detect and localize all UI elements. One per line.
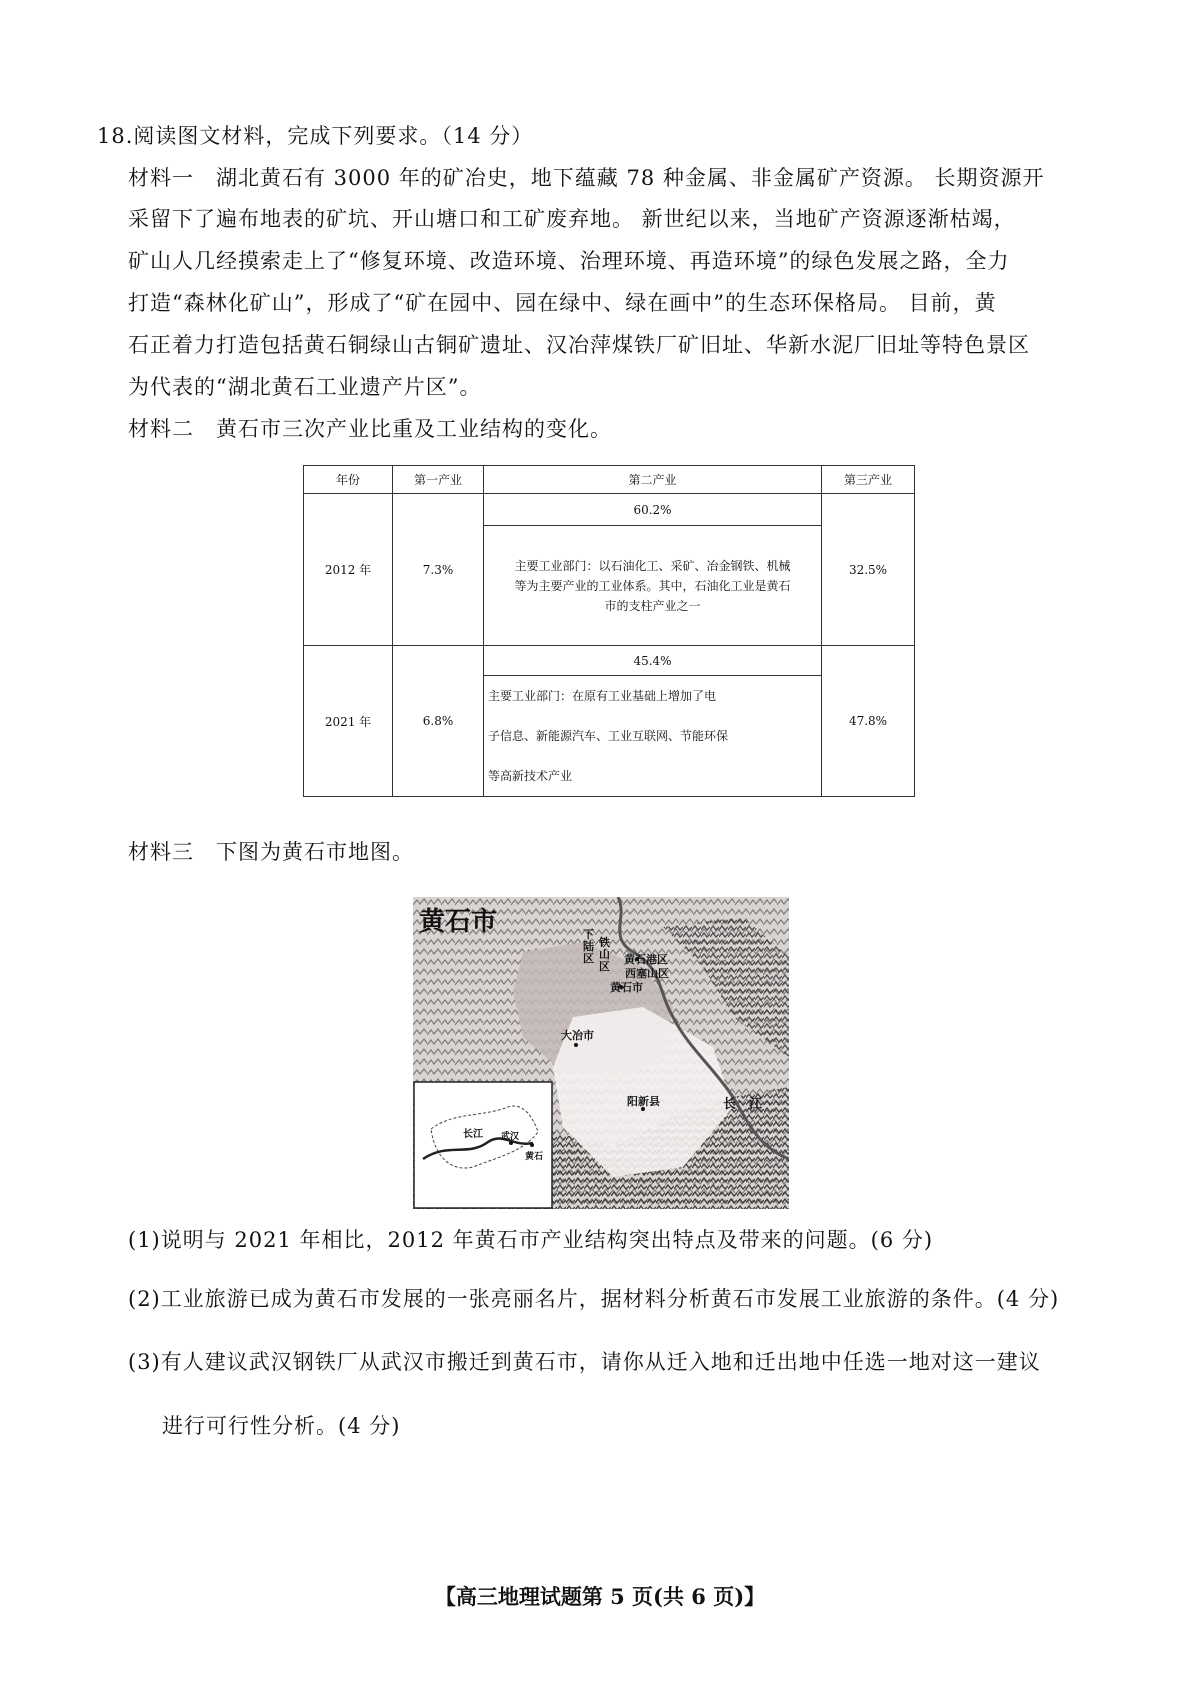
sub-question-1: (1)说明与 2021 年相比，2012 年黄石市产业结构突出特点及带来的问题。(6 分) bbox=[128, 1228, 934, 1252]
label-xisaishan: 西塞山区 bbox=[625, 967, 669, 980]
desc-line: 主要工业部门：以石油化工、采矿、冶金钢铁、机械 bbox=[514, 558, 791, 573]
label-tieshan: 铁山区 bbox=[599, 936, 610, 973]
label-changjiang: 长 江 bbox=[723, 1097, 763, 1112]
label-huangshigang: 黄石港区 bbox=[624, 953, 668, 966]
header-tertiary: 第三产业 bbox=[822, 466, 915, 494]
primary-2021: 6.8% bbox=[393, 646, 484, 797]
material2-caption: 材料二 黄石市三次产业比重及工业结构的变化。 bbox=[128, 417, 612, 441]
sub-question-2: (2)工业旅游已成为黄石市发展的一张亮丽名片，据材料分析黄石市发展工业旅游的条件。(4 分) bbox=[128, 1287, 1060, 1311]
header-secondary: 第二产业 bbox=[484, 466, 822, 494]
material1-line: 打造“森林化矿山”，形成了“矿在园中、园在绿中、绿在画中”的生态环保格局。 目前，黄 bbox=[128, 291, 997, 315]
secondary-share-2021: 45.4% bbox=[484, 646, 822, 676]
desc-line: 等为主要产业的工业体系。其中，石油化工业是黄石 bbox=[514, 578, 791, 593]
year-2012: 2012 年 bbox=[304, 494, 393, 646]
map-title: 黄石市 bbox=[419, 907, 498, 937]
desc-line: 子信息、新能源汽车、工业互联网、节能环保 bbox=[488, 729, 729, 743]
material1-line: 矿山人几经摸索走上了“修复环境、改造环境、治理环境、再造环境”的绿色发展之路，全力 bbox=[128, 249, 1010, 273]
tertiary-2021: 47.8% bbox=[822, 646, 915, 797]
primary-2012: 7.3% bbox=[393, 494, 484, 646]
material1-line: 采留下了遍布地表的矿坑、开山塘口和工矿废弃地。 新世纪以来，当地矿产资源逐渐枯竭， bbox=[128, 207, 1016, 231]
page-footer: 【高三地理试题第 5 页(共 6 页)】 bbox=[434, 1584, 766, 1609]
industry-desc-2012 bbox=[484, 526, 822, 646]
header-primary: 第一产业 bbox=[393, 466, 484, 494]
year-2021: 2021 年 bbox=[304, 646, 393, 797]
tertiary-2012: 32.5% bbox=[822, 494, 915, 646]
material1-line: 材料一 湖北黄石有 3000 年的矿冶史，地下蕴藏 78 种金属、非金属矿产资源。 长期资源开 bbox=[128, 166, 1045, 190]
header-year: 年份 bbox=[304, 466, 393, 494]
desc-line: 主要工业部门：在原有工业基础上增加了电 bbox=[488, 689, 717, 703]
label-daye: 大冶市 bbox=[561, 1029, 594, 1042]
secondary-share-2012: 60.2% bbox=[484, 494, 822, 526]
question-heading: 18.阅读图文材料，完成下列要求。（14 分） bbox=[97, 124, 534, 148]
material1-line: 为代表的“湖北黄石工业遗产片区”。 bbox=[128, 375, 482, 399]
desc-line: 市的支柱产业之一 bbox=[604, 598, 701, 613]
label-xialu: 下陆区 bbox=[583, 928, 594, 965]
material3-caption: 材料三 下图为黄石市地图。 bbox=[128, 840, 414, 864]
industry-desc-2021 bbox=[484, 676, 822, 797]
industry-table bbox=[303, 465, 915, 797]
sub-question-3: (3)有人建议武汉钢铁厂从武汉市搬迁到黄石市，请你从迁入地和迁出地中任选一地对这一建议 bbox=[128, 1350, 1041, 1374]
desc-line: 等高新技术产业 bbox=[488, 769, 573, 783]
huangshi-map bbox=[413, 897, 789, 1209]
sub-question-3-cont: 进行可行性分析。(4 分) bbox=[162, 1414, 401, 1438]
label-yangxin: 阳新县 bbox=[627, 1095, 660, 1108]
inset-label-wuhan: 武汉 bbox=[501, 1132, 520, 1142]
inset-label-huangshi: 黄石 bbox=[525, 1152, 544, 1162]
label-huangshi: 黄石市 bbox=[610, 981, 643, 994]
inset-label-yangtze: 长江 bbox=[463, 1129, 483, 1140]
material1-line: 石正着力打造包括黄石铜绿山古铜矿遗址、汉冶萍煤铁厂矿旧址、华新水泥厂旧址等特色景区 bbox=[128, 333, 1030, 357]
